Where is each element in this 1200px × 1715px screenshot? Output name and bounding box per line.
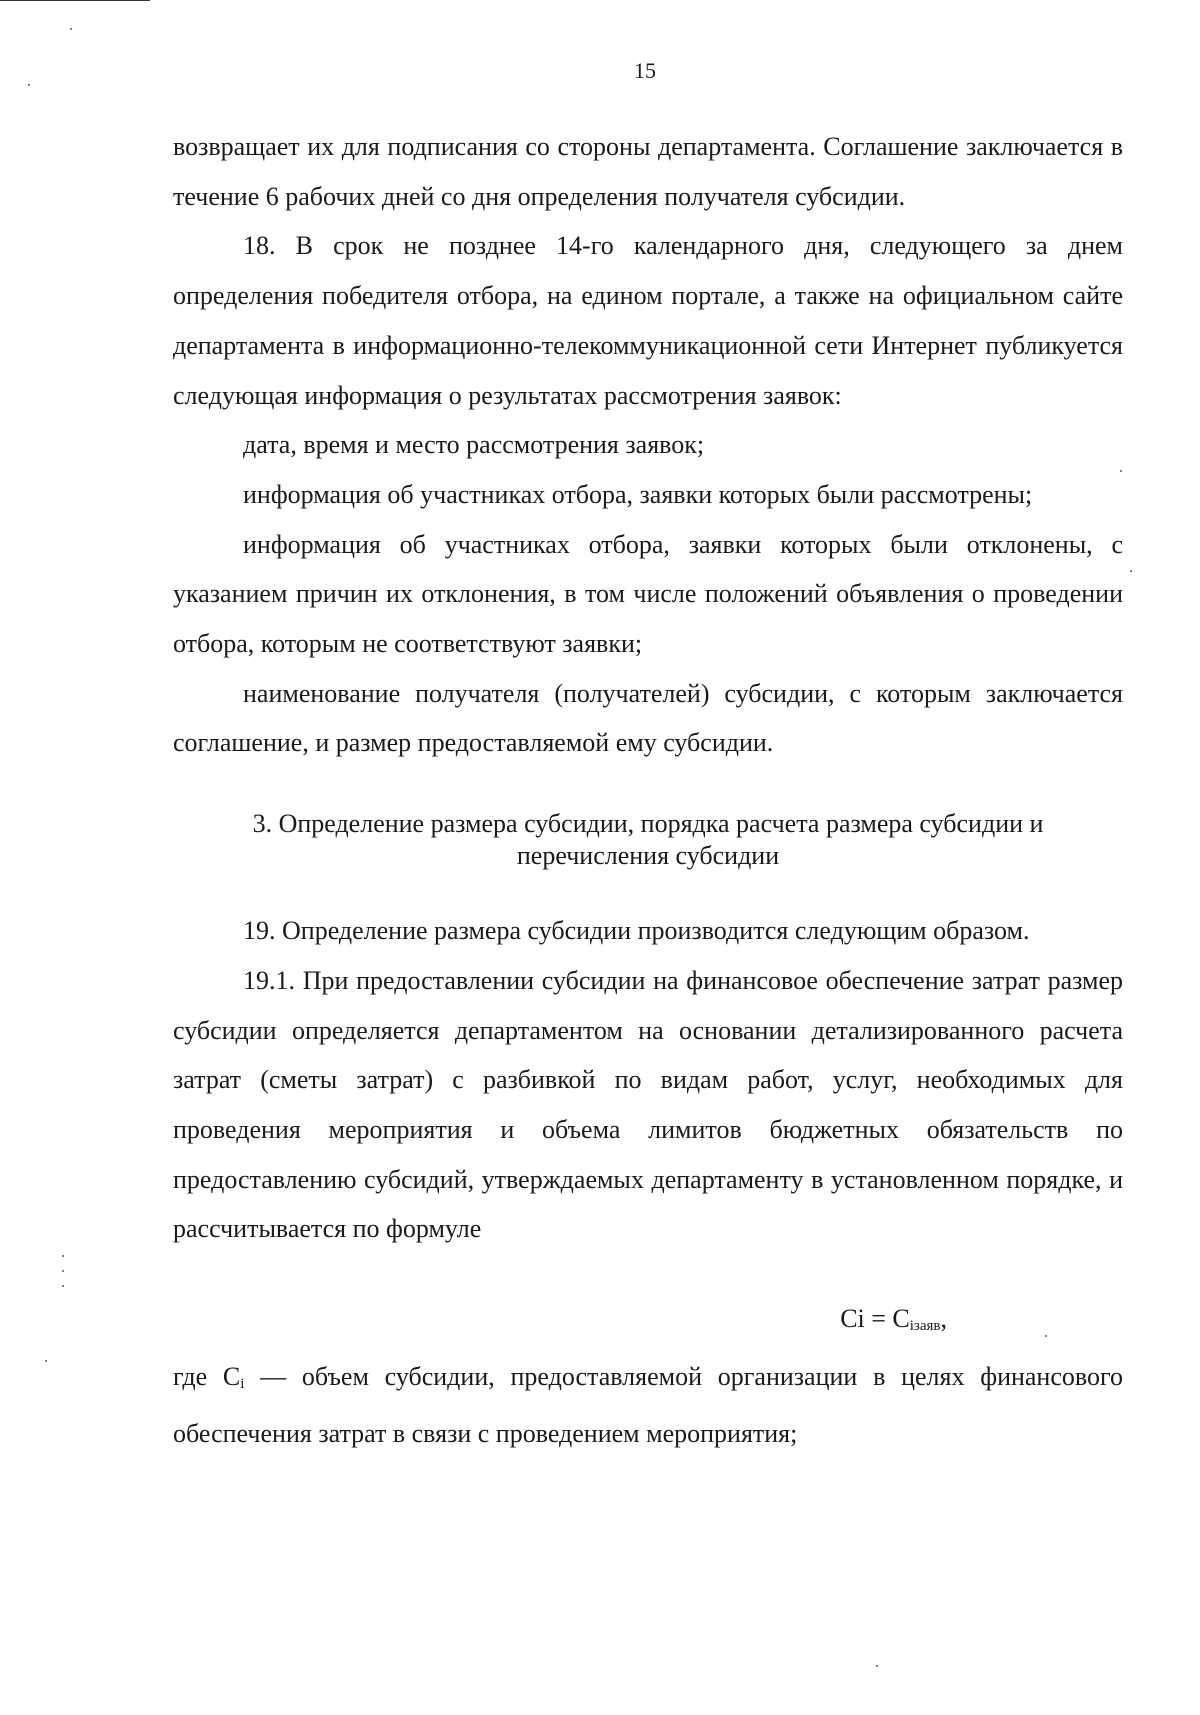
- scan-speck: [1045, 1335, 1047, 1337]
- formula-subscript: iзаяв: [909, 1318, 941, 1335]
- scan-speck: [62, 1255, 64, 1257]
- scan-speck: [62, 1285, 64, 1287]
- description-prefix: где C: [173, 1361, 241, 1391]
- document-body: [173, 122, 1123, 1459]
- scan-speck: [45, 1360, 47, 1362]
- paragraph-19: 19. Определение размера субсидии производится следующим образом.: [243, 916, 1030, 946]
- paragraph-18: 18. В срок не позднее 14-го календарного дня, следующего за днем определения победителя отбора, на едином портале, а также на официальном сайте департамента в информационно-телекоммуникационной сети Интернет публикуется следующая информация о результатах рассмотрения заявок:: [173, 231, 1123, 410]
- scan-speck: [1130, 570, 1132, 572]
- description-text: — объем субсидии, предоставляемой организации в целях финансового обеспечения затрат в связи с проведением мероприятия;: [173, 1361, 1124, 1449]
- formula-left: Ci = C: [840, 1304, 910, 1334]
- paragraph-continuation: возвращает их для подписания со стороны департамента. Соглашение заключается в течение 6 рабочих дней со дня определения получателя субсидии.: [173, 132, 1123, 211]
- scan-speck: [70, 28, 72, 30]
- scan-speck: [62, 1270, 64, 1272]
- section-heading-line2: перечисления субсидии: [516, 841, 780, 871]
- formula-tail: ,: [940, 1304, 947, 1334]
- list-item-recipient: наименование получателя (получателей) субсидии, с которым заключается соглашение, и размер предоставляемой ему субсидии.: [173, 678, 1123, 758]
- scan-speck: [28, 84, 30, 86]
- list-item-reviewed: информация об участниках отбора, заявки которых были рассмотрены;: [243, 479, 1033, 509]
- section-heading-line1: 3. Определение размера субсидии, порядка расчета размера субсидии и: [252, 809, 1044, 839]
- scan-speck: [1120, 470, 1122, 472]
- list-item-date: дата, время и место рассмотрения заявок;: [243, 430, 705, 460]
- paragraph-19-1: 19.1. При предоставлении субсидии на финансовое обеспечение затрат размер субсидии определяется департаментом на основании детализированного расчета затрат (сметы затрат) с разбивкой по видам работ, услуг, необходимых для проведения мероприятия и объема лимитов бюджетных обязательств по предоставлению субсидий, утверждаемых департаменту в установленном порядке, и рассчитывается по формуле: [173, 965, 1123, 1244]
- description-subscript: i: [240, 1375, 245, 1392]
- section-heading: [173, 808, 1123, 872]
- scan-speck: [876, 1665, 878, 1667]
- formula-description: [173, 1352, 1123, 1459]
- scan-edge-line: [0, 0, 150, 1]
- list-item-rejected: информация об участниках отбора, заявки которых были отклонены, с указанием причин их отклонения, в том числе положений объявления о проведении отбора, которым не соответствуют заявки;: [173, 529, 1123, 659]
- page-number: 15: [634, 58, 656, 83]
- formula: [173, 1294, 1123, 1352]
